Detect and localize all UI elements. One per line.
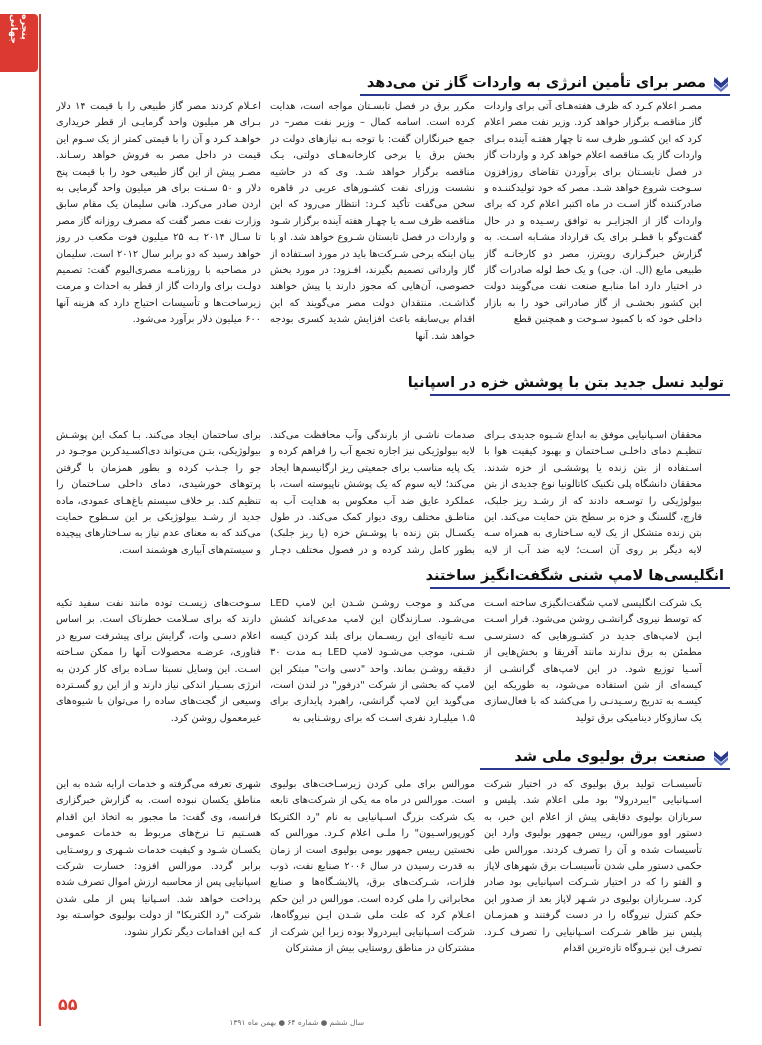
- section-margin-line: [39, 14, 41, 1026]
- heading-underline: [430, 587, 730, 589]
- article-title: صنعت برق بولیوی ملی شد: [514, 749, 706, 765]
- article-column-1: تأسیسـات تولید برق بولیوی که در اختیار شرکت اسـپانیایی "ایبردرولا" بود ملی اعلام شد. پلیس و سربازان بولیوی دقایقی پیش از اعلام این خبر، به دستور اوو مورالس، رییس جمهور بولیوی وارد این تأسیسات شده و آن را تصرف کردند. مورالس طی حکمی دستور ملی شدن تأسیسـات برق شهرهای لاپاز و الفتو را که در اختیار شـرکت اسپانیایی بود صادر کرد. سـربازان بولیوی در شـهر لاپاز بعد از صدور این حکم کنترل نیروگاه را در دست گرفتند و همزمـان پلیس نیز ظاهر شـرکت اسـپانیایی را تصرف کـرد. تصرف این نیـروگاه تازه‌ترین اقدام: [484, 779, 702, 955]
- article-column-3: سـوخت‌های زیسـت توده مانند نفت سفید تکیه دارند که برای سـلامت خطرناک است. بر اساس اعلام دسـی وات، گرایش برای پیشرفت سریع در فناوری، عرضـه محصولات آنها را ممکن سـاخته اسـت. این وسایل نسبتا سـاده برای کار کردن به انرژی بسـیار اندکی نیاز دارند و از این رو گسـترده وسیعی از گجت‌های ساده را می‌توان با شیوه‌های غیرمعمول روشن کرد.: [56, 598, 261, 724]
- heading-underline: [360, 94, 730, 96]
- heading-underline: [480, 768, 730, 770]
- article-column-2: مکرر برق در فصل تابسـتان مواجه است، هدایت کرده است. اسامه کمال – وزیر نفت مصر– در جمع خبرنگاران گفت: با توجه بـه نیازهای دولت در بخش برق یا برخی کارخانه‌هـای دولتی، یـک مناقصه برگزار خواهد شـد. وی که در حاشیه نشست وزرای نفت کشـورهای عربی در قاهره سخن می‌گفت تأکید کـرد: انتظار می‌رود که این مناقصه ظرف سـه یا چهـار هفته آینده برگزار شـود و واردات در فصل تابستان شـروع خواهد شد. او با بیان اینکه برخی شـرکت‌ها باید در مورد اسـتفاده از گاز وارداتی تصمیم بگیرند، افـزود: در مورد بخش خصوصی، آن‌هایی که مجوز دارند یا پیش خواهند گذاشـت. منتقدان دولت مصر می‌گویند که این اقدام بی‌سابقه باعث افزایش شدید کسری بودجه خواهد شد. آنها: [270, 101, 475, 342]
- article-column-1: مصـر اعلام کـرد که ظرف هفته‌هـای آتی برای واردات گاز مناقصـه برگزار خواهد کرد. وزیر نفت مصر اعلام کرد که این کشـور ظرف سه تا چهار هفتـه آینده بـرای واردات گاز یک مناقصه اعلام خواهد کرد و واردات گاز در فصل تابسـتان برای برآوردن تقاضای روزافزون سـوخت شروع خواهد شـد. مصر که خود تولیدکننـده و صادرکننده گاز اسـت در ماه اکتبر اعلام کرد که برای واردات گاز از الجزایـر به توافق رسـیده و در حال گفت‌وگو با قطـر برای یک قرارداد مشـابه اسـت. به گزارش خبرگـزاری رویترز، مصر دو کارخانـه گاز طبیعی مایع (ال. ان. جی) و یک خط لوله صادرات گاز در اختیار دارد اما منابـع صنعت نفت می‌گویند دولت این کشور بخشـی از گاز صادراتی خود را به بازار داخلی خود که با کمبود سـوخت و همچنین قطع: [484, 101, 702, 326]
- page-number: ۵۵: [58, 995, 78, 1014]
- article-column-3: شهری تعرفه می‌گرفته و خدمات ارایه شده به این مناطق یکسان نبوده است. به گزارش خبرگزاری فرانسه، وی گفت: ما مجبور به اتخاذ این اقدام هسـتیم تـا نرخ‌های مربوط به خدمات عمومی یکسـان شـود و کیفیت خدمات شـهری و روسـتایی برابر گردد. مورالس افزود: خسارت شرکت اسپانیایی پس از محاسبه ارزش اموال تصرف شده پرداخت خواهد شد. اسـپانیا پس از ملی شدن شرکت "رد الکتریکا" از دولت بولیوی خواسـته بود کـه این اقدامات دیگر تکرار نشود.: [56, 779, 261, 938]
- article-title: انگلیسی‌ها لامپ شنی شگفت‌انگیز ساختند: [425, 568, 724, 584]
- article-column-1: یک شرکت انگلیسی لامپ شگفت‌انگیزی ساخته اسـت که توسط نیروی گرانشـی روشن می‌شود. قرار اسـت ایـن لامپ‌های جدید در کشـورهایی که دسترسـی مطمئن به برق ندارند مانند آفریقا و بخش‌هایی از آسـیا توزیع شود. در این لامپ‌های گرانشـی از کیسه‌ای از شن استفاده می‌شود، به طوریکه این کیسـه به تدریج رسـیدنـی را می‌کشد که با فعال‌سازی یک سازوکار دینامیکی برق تولید: [484, 598, 702, 724]
- article-heading-bolivia-power: [480, 746, 730, 768]
- article-column-2: مورالس برای ملی کردن زیرسـاخت‌های بولیوی است. مورالس در ماه مه یکی از شرکت‌های تابعه یک شرکت بزرگ اسـپانیایی به نام "رد الکتریکا کورپوراسـیون" را ملـی اعلام کـرد. مورالس که نخستین رییس جمهور بومی بولیوی است از زمان به قدرت رسیدن در سال ۲۰۰۶ صنایع نفت، ذوب فلزات، شـرکت‌های برق، پالایشـگاه‌ها و صنایع مخابراتی را ملی کرده است. مورالس در این حکم اعـلام کرد که علت ملی شـدن ایـن نیروگاه‌ها، شرکت اسـپانیایی ایبردرولا بوده زیرا این شرکت از مشترکان در مناطق روستایی بیش از مشترکان: [270, 779, 475, 955]
- heading-underline: [430, 394, 730, 396]
- article-heading-egypt-gas: [360, 72, 730, 94]
- article-column-2: می‌کند و موجب روشـن شـدن این لامپ LED می‌شـود. سـازندگان این لامپ مدعی‌اند کشش سـه ثانیه‌ای این ریسـمان برای بلند کردن کیسه شـنی، موجب می‌شـود لامپ LED بـه مدت ۳۰ دقیقه روشـن بماند. واحد "دسی وات" مبتکر این لامپ که بخشی از شرکت "درفور" در لندن است، می‌گوید این لامپ گرانشی، راهبرد پایداری برای ۱.۵ میلیـارد نفری اسـت که برای روشـنایی به: [270, 598, 475, 724]
- section-tab: [0, 14, 38, 72]
- section-tab-label: پنجره جهانی: [8, 14, 30, 44]
- chevron-down-icon: [712, 748, 730, 766]
- issue-footer: سال ششم ● شماره ۶۴ ● بهمن ماه ۱۳۹۱: [229, 1018, 364, 1027]
- article-column-1: محققان اسـپانیایی موفق به ابداع شـیوه جدیدی بـرای تنظیـم دمای داخلـی سـاختمان و بهبود کیفیت هوا با اسـتفاده از بتن زنده یا پوششـی از خزه شدند. محققان دانشگاه پلی تکنیک کاتالونیا نوع جدیدی از بتن بیولوژیکی را توسـعه دادند که از رشـد ریز جلبک، قارچ، گلسنگ و خزه بر سطح بتن حمایت می‌کند. این بتن زنده متشکل از یک لایه سـاختاری به همراه سـه لایه دیگر بر روی آن اسـت؛ لایه ضد آب از لایه: [484, 430, 702, 556]
- article-title: تولید نسل جدید بتن با پوشش خزه در اسپانیا: [407, 375, 724, 391]
- article-title: مصر برای تأمین انرژی به واردات گاز تن می‌دهد: [366, 75, 706, 91]
- chevron-down-icon: [712, 74, 730, 92]
- article-column-2: صدمات ناشـی از بارندگی وآب محافظت می‌کند. لایه بیولوژیکی نیز اجازه تجمع آب را فراهم کرده و یک پایه مناسب برای جمعیتی ریز ارگانیسم‌ها ایجاد می‌کند؛ لایه سوم که یک پوشش ناپیوسته است، با عملکرد عایق ضد آب معکوس به هدایت آب به مناطـق مختلف روی دیوار کمک می‌کند. در طول یکسـال بتن زنده با پوشـش خزه (یا ریز جلبک) بطور کامل رشد کرده و در فصول مختلف دچـار: [270, 430, 475, 556]
- article-column-3: اعـلام کردند مصر گاز طبیعی را با قیمت ۱۴ دلار بـرای هر میلیون واحد گرمایـی از قطر خریداری خواهـد کـرد و آن را با قیمتی کمتر از یک سـوم این قیمت در داخل مصر به فروش خواهد رسـاند. مصـر پیش از این گاز طبیعی خود را با قیمت پنج دلار و ۵۰ سـنت برای هر میلیون واحد گرمایی به اردن صادر می‌کرد. هانی سلیمان یک مقام سابق وزارت نفت مصر گفت که مصرف روزانه گاز مصر تا سـال ۲۰۱۴ بـه ۲۵ میلیون فوت مکعب در روز خواهد رسید که دو برابر سال ۲۰۱۲ است. سلیمان در مصاحبه با روزنامـه مصری‌الیوم گفت: تصمیم دولـت برای واردات گاز از قطر به احداث و مرمت زیرساخت‌ها و تأسیسات احتیاج دارد که هزینه آنها ۶۰۰ میلیون دلار برآورد می‌شود.: [56, 101, 261, 326]
- article-heading-gravity-lamp: [425, 565, 730, 587]
- article-heading-spain-concrete: [407, 372, 730, 394]
- article-column-3: برای ساختمان ایجاد می‌کند. بـا کمک این پوشـش بیولوژیکی، بتـن می‌تواند دی‌اکسـیدکربن موجـود در جو را جـذب کرده و بطور همزمان با گرفتن پرتوهای خورشیدی، دمای داخلی سـاختمان را تنظیم کند. بر خلاف سیستم باغ‌هـای عمودی، ماده جدید از رشـد بیولوژیکی بر این سـطوح حمایت می‌کند که به معنای عدم نیاز به سـاختارهای پیچیده و سیستم‌های آبیاری هوشمند است.: [56, 430, 261, 556]
